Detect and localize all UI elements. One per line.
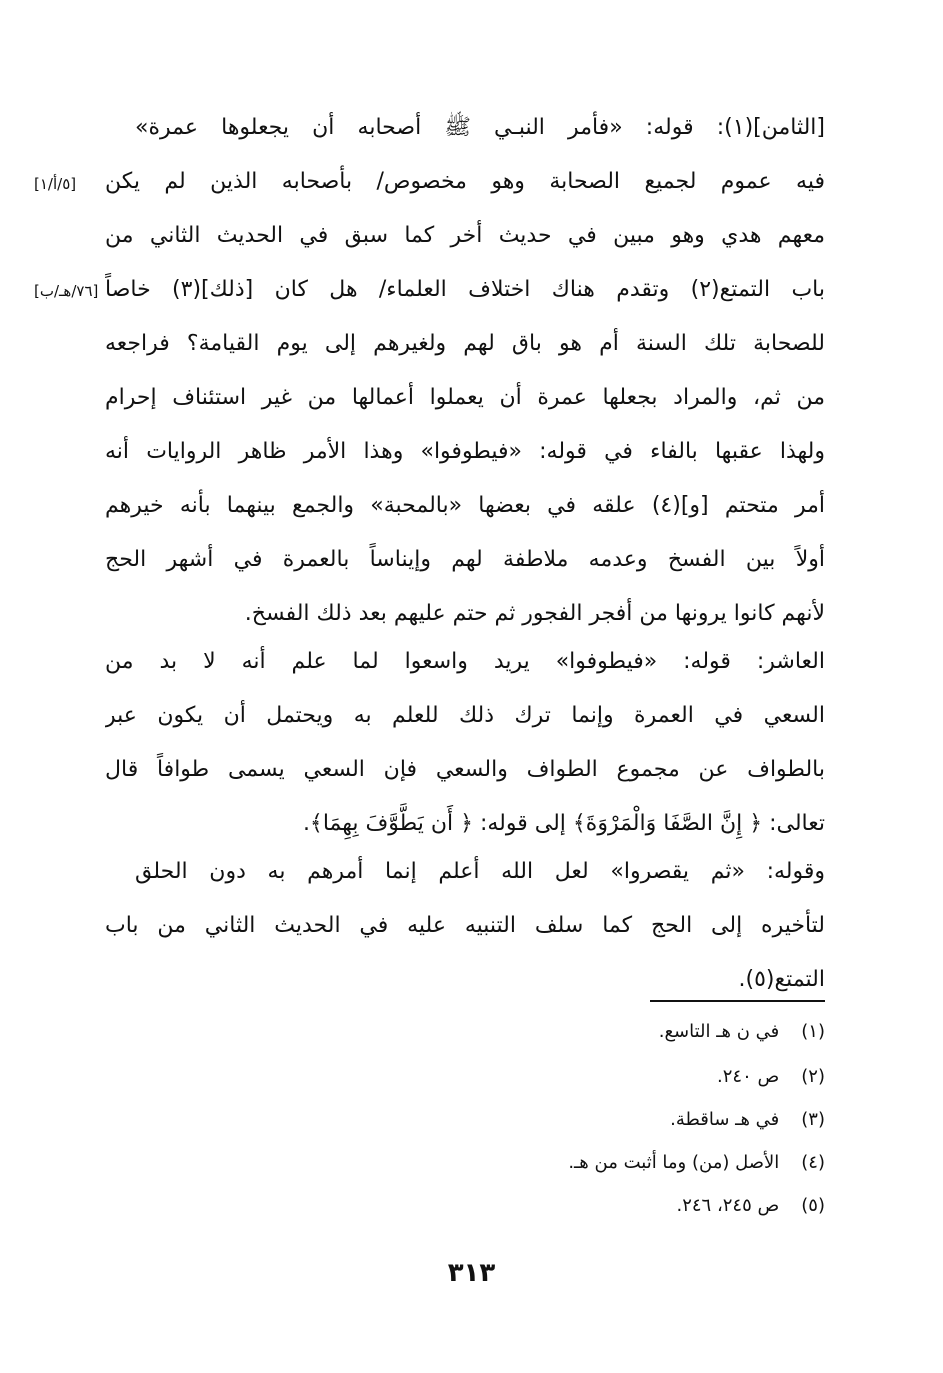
body-line: أولاً بين الفسخ وعدمه ملاطفة لهم وإيناساً بالعمرة في أشهر الحج bbox=[105, 547, 825, 572]
body-line: التمتع(٥). bbox=[738, 967, 825, 992]
body-line: بالطواف عن مجموع الطواف والسعي فإن السعي يسمى طوافاً قال bbox=[105, 757, 825, 782]
margin-note: [٧٦/هـ/ب] bbox=[34, 282, 99, 300]
body-line: السعي في العمرة وإنما ترك ذلك للعلم به ويحتمل أن يكون عبر bbox=[105, 703, 825, 728]
body-line: أمر متحتم [و](٤) علقه في بعضها «بالمحبة» والجمع بينهما بأنه خيرهم bbox=[105, 493, 825, 518]
footnote-text: ص ٢٤٠. bbox=[717, 1066, 780, 1087]
body-line: [الثامن](١): قوله: «فأمر النبـي ﷺ أصحابه أن يجعلوها عمرة» bbox=[135, 115, 825, 140]
body-line: باب التمتع(٢) وتقدم هناك اختلاف العلماء/ هل كان [ذلك](٣) خاصاً bbox=[105, 277, 825, 302]
body-line: معهم هدي وهو مبين في حديث أخر كما سبق في الحديث الثاني من bbox=[105, 223, 825, 248]
footnote-text: في ن هـ التاسع. bbox=[658, 1021, 780, 1042]
body-line: من ثم، والمراد بجعلها عمرة أن يعملوا أعمالها من غير استئناف إحرام bbox=[105, 385, 825, 410]
page-number: ٣١٣ bbox=[447, 1258, 496, 1288]
footnote-number: (٤) bbox=[801, 1152, 825, 1173]
body-line: لتأخيره إلى الحج كما سلف التنبيه عليه في الحديث الثاني من باب bbox=[105, 913, 825, 938]
body-line: وقوله: «ثم يقصروا» لعل الله أعلم إنما أمرهم به دون الحلق bbox=[135, 859, 825, 884]
footnote-text: ص ٢٤٥، ٢٤٦. bbox=[676, 1195, 780, 1216]
margin-note: [٥/أ/١] bbox=[34, 175, 77, 193]
footnote bbox=[105, 1192, 825, 1220]
footnote bbox=[105, 1018, 825, 1046]
body-line: فيه عموم لجميع الصحابة وهو مخصوص/ بأصحابه الذين لم يكن bbox=[105, 169, 825, 194]
footnote-text: الأصل (من) وما أثبت من هـ. bbox=[568, 1152, 780, 1173]
body-line: العاشر: قوله: «فيطوفوا» يريد واسعوا لما علم أنه لا بد من bbox=[105, 649, 825, 674]
footnote-number: (٥) bbox=[801, 1195, 825, 1216]
footnote bbox=[105, 1063, 825, 1091]
footnote-separator bbox=[650, 1000, 825, 1002]
footnote-number: (٢) bbox=[801, 1066, 825, 1087]
body-line: للصحابة تلك السنة أم هو باق لهم ولغيرهم إلى يوم القيامة؟ فراجعه bbox=[105, 331, 825, 356]
body-line: تعالى: ﴿ إِنَّ الصَّفَا وَالْمَرْوَةَ﴾ إلى قوله: ﴿ أَن يَطَّوَّفَ بِهِمَا﴾. bbox=[302, 811, 825, 836]
footnote bbox=[105, 1149, 825, 1177]
body-line: لأنهم كانوا يرونها من أفجر الفجور ثم حتم عليهم بعد ذلك الفسخ. bbox=[244, 601, 825, 626]
footnote-text: في هـ ساقطة. bbox=[670, 1109, 780, 1130]
footnote-number: (٣) bbox=[801, 1109, 825, 1130]
footnote-number: (١) bbox=[801, 1021, 825, 1042]
footnote bbox=[105, 1106, 825, 1134]
body-line: ولهذا عقبها بالفاء في قوله: «فيطوفوا» وهذا الأمر ظاهر الروايات أنه bbox=[105, 439, 825, 464]
